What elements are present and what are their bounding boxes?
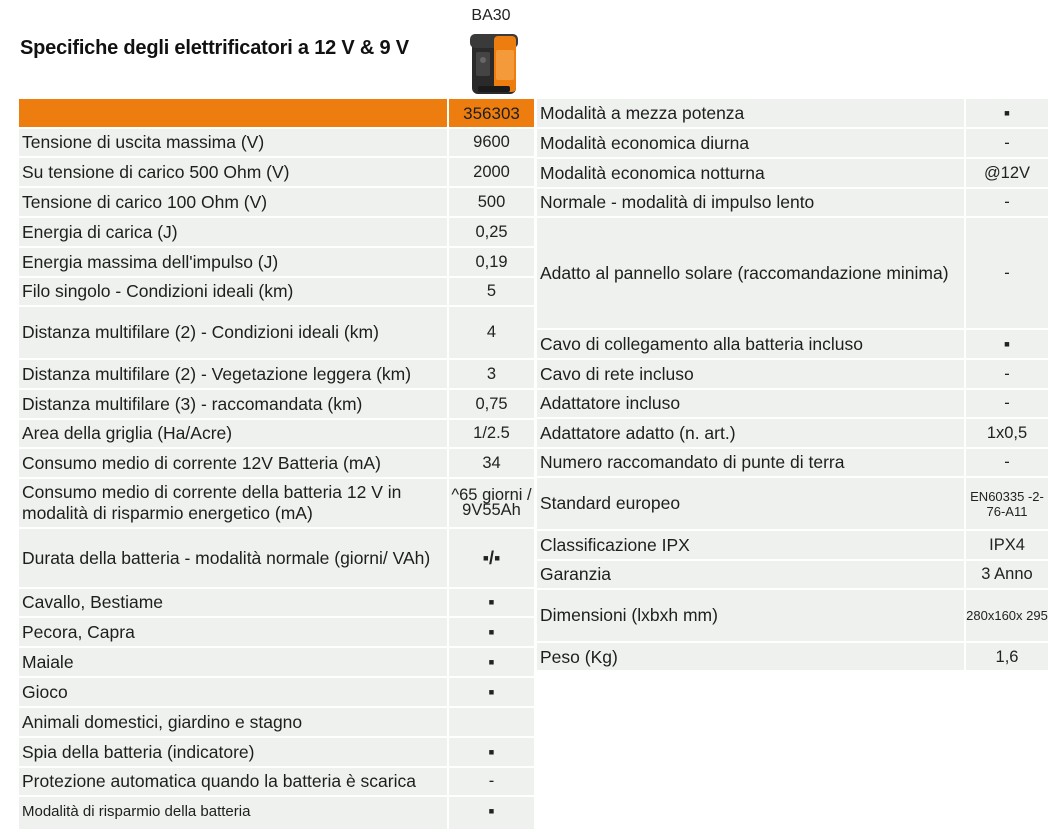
spec-value: 3: [486, 364, 497, 383]
spec-label: Cavallo, Bestiame: [22, 592, 164, 612]
spec-label: Distanza multifilare (2) - Condizioni ideali (km): [22, 322, 379, 342]
spec-label: Consumo medio di corrente della batteria 12 V in modalità di risparmio energetico (mA): [22, 482, 402, 523]
spec-value: IPX4: [989, 535, 1025, 554]
table-row: [537, 99, 1048, 128]
spec-label: Distanza multifilare (2) - Vegetazione leggera (km): [22, 363, 412, 384]
spec-value: ▪: [488, 592, 495, 612]
table-row: [19, 389, 534, 419]
spec-label: Gioco: [22, 681, 68, 702]
spec-label: Animali domestici, giardino e stagno: [22, 711, 303, 732]
spec-label: Standard europeo: [540, 493, 681, 513]
spec-value: [449, 707, 534, 737]
right-spec-table: [537, 99, 1048, 670]
table-row: [19, 157, 534, 187]
spec-value: ▪: [488, 681, 495, 702]
spec-label: Pecora, Capra: [22, 621, 135, 642]
spec-label: Numero raccomandato di punte di terra: [540, 452, 845, 472]
spec-label: Modalità economica diurna: [540, 132, 750, 153]
table-row: [537, 477, 1048, 530]
spec-value: EN60335 -2-76-A11: [970, 488, 1044, 519]
spec-label: Cavo di collegamento alla batteria incluso: [540, 333, 863, 354]
table-row: [19, 359, 534, 389]
spec-value: 4: [486, 323, 497, 341]
table-row: [537, 188, 1048, 217]
spec-value: -: [1004, 394, 1010, 412]
spec-value: 9600: [473, 133, 510, 151]
spec-label: Adatto al pannello solare (raccomandazione minima): [540, 262, 949, 283]
spec-label: Su tensione di carico 500 Ohm (V): [22, 161, 290, 182]
spec-label: Tensione di uscita massima (V): [22, 132, 265, 152]
page-title: Specifiche degli elettrificatori a 12 V & 9 V: [20, 37, 409, 59]
table-header-row: [19, 99, 534, 128]
spec-value: 0,75: [475, 394, 508, 413]
spec-value: ▪: [1003, 333, 1011, 354]
table-row: [537, 560, 1048, 589]
table-row: [19, 478, 534, 528]
table-row: [19, 448, 534, 478]
table-row: [19, 737, 534, 767]
table-row: [19, 528, 534, 588]
spec-label: Modalità a mezza potenza: [540, 103, 745, 123]
spec-label: Spia della batteria (indicatore): [22, 741, 255, 762]
spec-value: 3 Anno: [981, 565, 1033, 583]
spec-value: -: [1004, 263, 1010, 282]
table-row: [537, 217, 1048, 329]
spec-label: Normale - modalità di impulso lento: [540, 192, 815, 212]
table-row: [19, 796, 534, 826]
spec-label: Garanzia: [540, 564, 612, 584]
table-row: [19, 306, 534, 359]
spec-value: 34: [482, 453, 501, 472]
spec-label: [19, 99, 447, 128]
spec-value: 1,6: [995, 647, 1019, 666]
table-row: [537, 418, 1048, 448]
spec-label: Consumo medio di corrente 12V Batteria (mA): [22, 452, 381, 473]
table-row: [537, 530, 1048, 560]
spec-value: 2000: [473, 162, 510, 181]
spec-value: ^65 giorni / 9V55Ah: [451, 486, 532, 519]
table-row: [19, 277, 534, 306]
table-row: [537, 389, 1048, 418]
table-row: [19, 419, 534, 448]
spec-value: ▪: [1003, 103, 1011, 123]
table-row: [19, 617, 534, 647]
spec-label: Maiale: [22, 651, 74, 672]
left-spec-table: [19, 99, 534, 829]
table-row: [19, 187, 534, 217]
spec-value: 5: [486, 282, 497, 300]
spec-label: Modalità economica notturna: [540, 162, 765, 183]
spec-label: Filo singolo - Condizioni ideali (km): [22, 281, 294, 301]
table-row: [537, 128, 1048, 158]
spec-value: ▪: [488, 651, 495, 672]
table-row: [537, 448, 1048, 477]
spec-value: ▪: [488, 621, 495, 642]
table-row: [19, 707, 534, 737]
spec-value: 0,25: [475, 222, 508, 241]
energizer-device-icon: [466, 30, 522, 98]
spec-label: Tensione di carico 100 Ohm (V): [22, 191, 268, 212]
spec-label: Modalità di risparmio della batteria: [22, 802, 251, 820]
table-row: [537, 158, 1048, 188]
spec-value: -: [1004, 364, 1010, 383]
spec-label: Adattatore incluso: [540, 393, 681, 413]
spec-label: Durata della batteria - modalità normale (giorni/ VAh): [22, 547, 431, 568]
table-row: [19, 128, 534, 157]
spec-label: Area della griglia (Ha/Acre): [22, 423, 233, 443]
spec-value: -: [1004, 193, 1010, 211]
spec-value: -: [488, 772, 495, 790]
table-row: [19, 217, 534, 247]
spec-value: 280x160x 295: [966, 608, 1048, 623]
spec-label: Energia di carica (J): [22, 221, 178, 242]
table-row: [537, 329, 1048, 359]
table-row: [537, 642, 1048, 672]
spec-label: Energia massima dell'impulso (J): [22, 251, 279, 272]
spec-value: -: [1004, 133, 1010, 152]
spec-value: 500: [477, 192, 506, 211]
spec-value: ▪: [488, 800, 495, 821]
spec-value: @12V: [983, 163, 1031, 182]
spec-label: Peso (Kg): [540, 646, 618, 667]
model-name: BA30: [471, 7, 511, 24]
spec-value: 356303: [449, 99, 534, 128]
table-row: [19, 647, 534, 677]
spec-label: Distanza multifilare (3) - raccomandata (km): [22, 393, 363, 414]
spec-value: ▪/▪: [482, 547, 501, 568]
spec-label: Dimensioni (lxbxh mm): [540, 605, 718, 625]
spec-value: -: [1004, 453, 1010, 471]
spec-value: 0,19: [475, 252, 508, 271]
spec-value: ▪: [488, 741, 495, 762]
spec-label: Classificazione IPX: [540, 534, 690, 555]
table-row: [537, 589, 1048, 642]
table-row: [19, 677, 534, 707]
spec-value: 1/2.5: [473, 424, 510, 442]
table-row: [19, 767, 534, 796]
spec-label: Adattatore adatto (n. art.): [540, 422, 736, 443]
table-row: [19, 247, 534, 277]
table-row: [537, 359, 1048, 389]
table-row: [19, 588, 534, 617]
spec-value: 1x0,5: [986, 423, 1028, 442]
spec-label: Cavo di rete incluso: [540, 363, 694, 384]
spec-label: Protezione automatica quando la batteria è scarica: [22, 771, 416, 791]
